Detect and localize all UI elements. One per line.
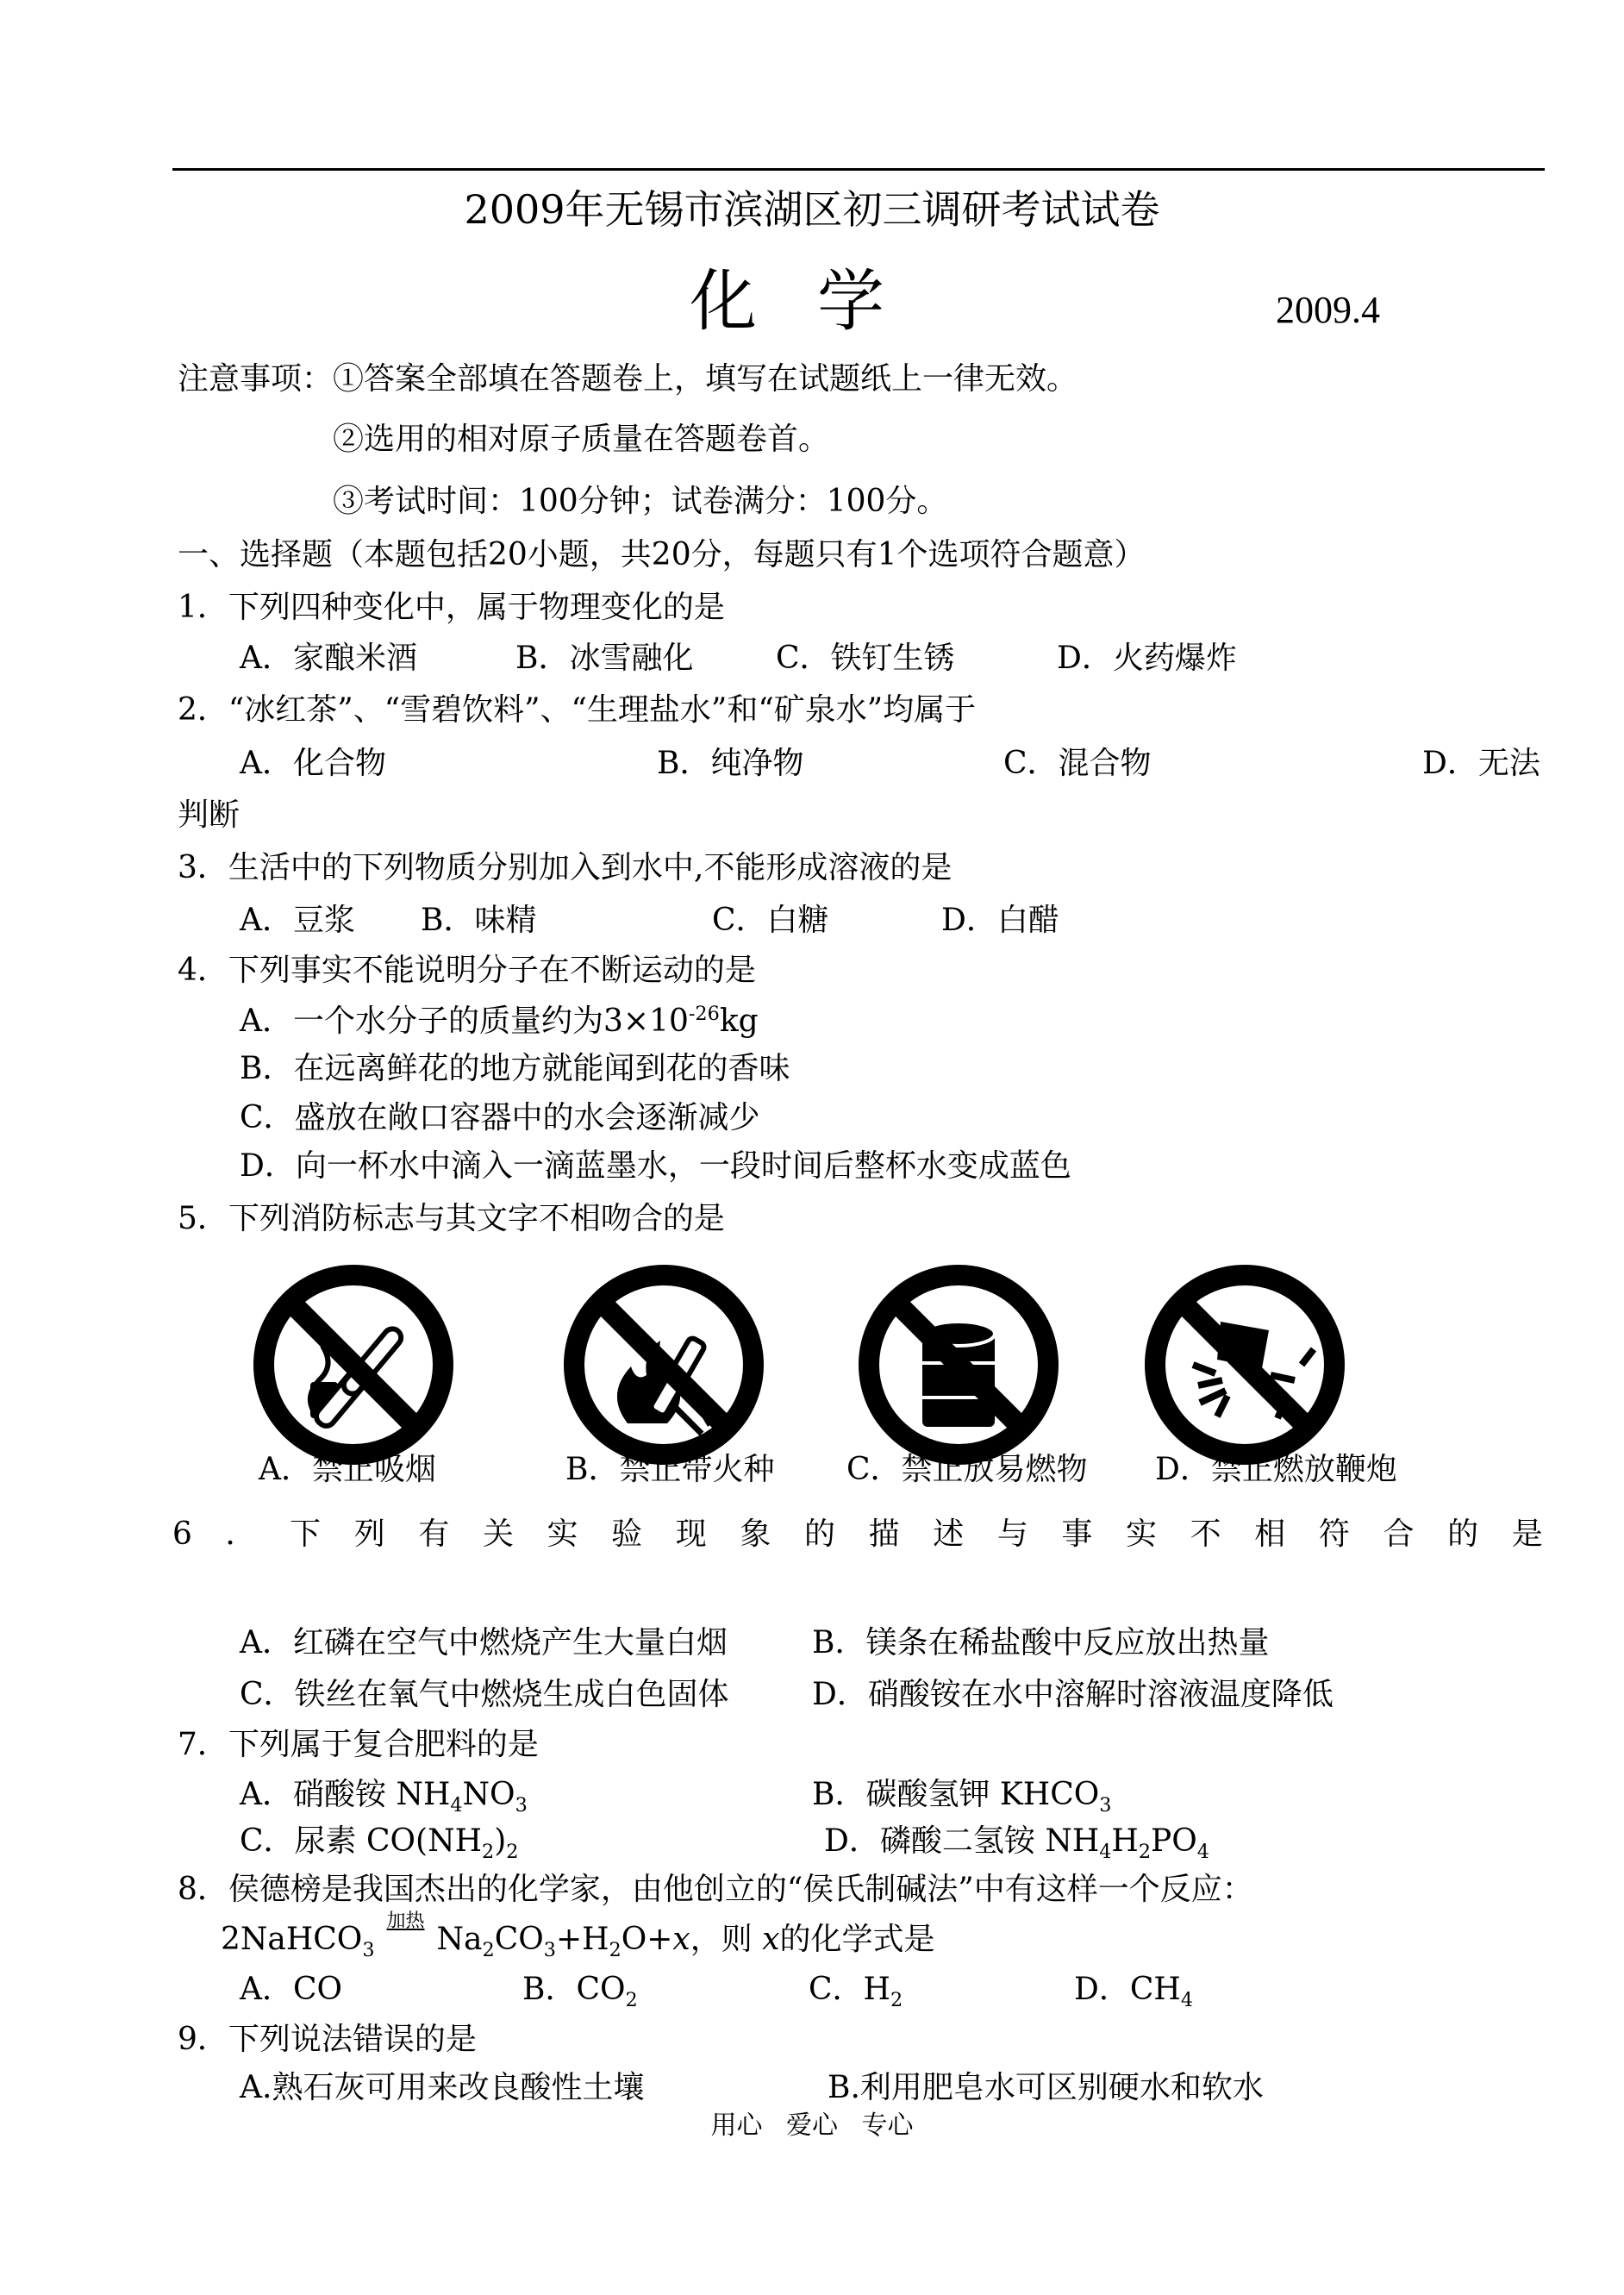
- question-6-stem-char: 的: [803, 1516, 835, 1552]
- note-2: ②选用的相对原子质量在答题卷首。: [333, 422, 830, 457]
- question-4-option-b: B．在远离鲜花的地方就能闻到花的香味: [240, 1051, 790, 1086]
- heat-label: 加热: [386, 1910, 425, 1932]
- question-6-stem-char: 下: [290, 1516, 322, 1552]
- option-b-label: B．碳酸氢钾: [812, 1777, 990, 1812]
- question-3-stem: 3．生活中的下列物质分别加入到水中,不能形成溶液的是: [178, 850, 953, 885]
- page-footer: 用心 爱心 专心: [710, 2111, 914, 2141]
- no-smoking-sign-icon: [250, 1261, 457, 1468]
- question-6-stem-char: 描: [868, 1516, 900, 1552]
- question-2-option-c: C．混合物: [1003, 746, 1152, 781]
- question-5-option-d: D．禁止燃放鞭炮: [1155, 1452, 1397, 1487]
- question-4-option-a: [240, 1003, 759, 1041]
- unknown-x-ref: x: [762, 1922, 780, 1957]
- question-6-stem-char: 是: [1511, 1516, 1543, 1552]
- option-d-text: D．CH: [1074, 1972, 1181, 2007]
- question-9-stem: 9．下列说法错误的是: [178, 2022, 477, 2057]
- question-2-wrap: 判断: [178, 797, 240, 833]
- reaction-condition: [375, 1910, 437, 1959]
- question-6-stem-char: 不: [1190, 1516, 1221, 1552]
- question-9-option-a: A.熟石灰可用来改良酸性土壤: [240, 2070, 645, 2105]
- question-7-option-b: B．碳酸氢钾 $KHCO_3$: [812, 1777, 1112, 1817]
- unit: kg: [719, 1004, 759, 1039]
- question-8-equation: 2NaHCO$_3$ 加热 $Na_2CO_3+H_2O+x$，则 x的化学式是: [221, 1910, 935, 1962]
- question-2-stem: 2．“冰红茶”、“雪碧饮料”、“生理盐水”和“矿泉水”均属于: [178, 692, 977, 728]
- question-6-stem-char: 合: [1383, 1516, 1415, 1552]
- question-5-option-b: B．禁止带火种: [565, 1452, 775, 1487]
- question-2-option-d: D．无法: [1422, 746, 1540, 781]
- question-3-option-a: A．豆浆: [240, 903, 355, 938]
- equation-tail-2: 的化学式是: [779, 1922, 935, 1957]
- question-8-option-c: C．$H_2$: [809, 1972, 903, 2012]
- question-6-stem-char: 现: [675, 1516, 707, 1552]
- subject-title: 化学: [690, 263, 946, 341]
- question-3-option-b: B．味精: [421, 903, 537, 938]
- question-2-option-a: A．化合物: [240, 746, 386, 781]
- equation-tail: ，则: [690, 1922, 753, 1957]
- question-1-stem: 1．下列四种变化中，属于物理变化的是: [178, 590, 725, 625]
- question-6-stem: [172, 1516, 1543, 1554]
- question-1-option-c: C．铁钉生锈: [776, 641, 955, 676]
- option-d-label: D．磷酸二氢铵: [824, 1823, 1035, 1859]
- option-a-text: A．一个水分子的质量约为3×10: [240, 1004, 689, 1039]
- no-open-flame-sign-icon: [560, 1261, 767, 1468]
- notes-label: 注意事项：: [178, 361, 334, 397]
- option-a-label: A．硝酸铵: [240, 1777, 386, 1812]
- question-2-option-b: B．纯净物: [657, 746, 804, 781]
- question-6-option-b: B．镁条在稀盐酸中反应放出热量: [812, 1625, 1270, 1660]
- question-6-stem-char: 述: [933, 1516, 965, 1552]
- question-8-stem: 8．侯德榜是我国杰出的化学家，由他创立的“侯氏制碱法”中有这样一个反应：: [178, 1872, 1253, 1907]
- question-3-option-d: D．白醋: [941, 903, 1059, 938]
- question-5-option-c: C．禁止放易燃物: [846, 1452, 1088, 1487]
- option-b-text: B．CO: [522, 1972, 626, 2007]
- question-6-stem-char: 实: [1126, 1516, 1158, 1552]
- top-rule: [172, 168, 1545, 171]
- option-c-text: C．H: [809, 1972, 890, 2007]
- question-6-stem-char: 相: [1254, 1516, 1286, 1552]
- note-3: ③考试时间：100分钟；试卷满分：100分。: [333, 484, 948, 519]
- question-7-option-c: C．尿素 $CO(NH_2)_2$: [240, 1823, 519, 1864]
- question-6-stem-char: 有: [418, 1516, 450, 1552]
- note-1: ①答案全部填在答题卷上，填写在试题纸上一律无效。: [333, 361, 1078, 397]
- question-6-option-c: C．铁丝在氧气中燃烧生成白色固体: [240, 1677, 729, 1712]
- question-6-stem-char: 符: [1318, 1516, 1350, 1552]
- question-6-stem-char: 验: [611, 1516, 643, 1552]
- question-7-option-a: A．硝酸铵 $NH_4NO_3$: [240, 1777, 528, 1817]
- exam-title: 2009年无锡市滨湖区初三调研考试试卷: [464, 186, 1160, 233]
- question-6-stem-char: 关: [482, 1516, 514, 1552]
- question-5-stem: 5．下列消防标志与其文字不相吻合的是: [178, 1201, 725, 1236]
- question-8-option-d: D．$CH_4$: [1074, 1972, 1194, 2012]
- question-4-option-d: D．向一杯水中滴入一滴蓝墨水，一段时间后整杯水变成蓝色: [240, 1148, 1071, 1184]
- no-fireworks-sign-icon: [1141, 1261, 1348, 1468]
- question-6-stem-char: 列: [353, 1516, 385, 1552]
- question-8-option-b: B．$CO_2$: [522, 1972, 638, 2012]
- question-6-option-d: D．硝酸铵在水中溶解时溶液温度降低: [812, 1677, 1334, 1712]
- question-7-stem: 7．下列属于复合肥料的是: [178, 1727, 539, 1762]
- option-c-label: C．尿素: [240, 1823, 357, 1859]
- question-7-option-d: D．磷酸二氢铵 $NH_4H_2PO_4$: [824, 1823, 1209, 1864]
- exponent: -26: [688, 1003, 720, 1025]
- question-1-option-a: A．家酿米酒: [240, 641, 417, 676]
- question-9-option-b: B.利用肥皂水可区别硬水和软水: [828, 2070, 1264, 2105]
- question-3-option-c: C．白糖: [712, 903, 829, 938]
- question-6-stem-char: 6: [172, 1516, 192, 1552]
- question-6-option-a: A．红磷在空气中燃烧产生大量白烟: [240, 1625, 728, 1660]
- exam-date: 2009.4: [1276, 289, 1380, 331]
- question-8-option-a: [240, 1971, 342, 2009]
- no-flammable-materials-sign-icon: [855, 1261, 1062, 1468]
- question-6-stem-char: 事: [1061, 1516, 1093, 1552]
- question-1-option-b: B．冰雪融化: [515, 641, 694, 676]
- question-5-option-a: A．禁止吸烟: [259, 1452, 436, 1487]
- question-6-stem-char: 与: [996, 1516, 1028, 1552]
- section-heading: 一、选择题（本题包括20小题，共20分，每题只有1个选项符合题意）: [178, 537, 1146, 572]
- question-4-stem: 4．下列事实不能说明分子在不断运动的是: [178, 953, 756, 988]
- question-6-stem-char: ．: [225, 1516, 257, 1552]
- question-6-stem-char: 的: [1447, 1516, 1479, 1552]
- question-1-option-d: D．火药爆炸: [1057, 641, 1237, 676]
- question-6-stem-char: 象: [740, 1516, 771, 1552]
- question-4-option-c: C．盛放在敞口容器中的水会逐渐减少: [240, 1100, 760, 1135]
- unknown-x: x: [672, 1922, 690, 1957]
- option-a-text: A．CO: [240, 1972, 343, 2007]
- question-6-stem-char: 实: [547, 1516, 578, 1552]
